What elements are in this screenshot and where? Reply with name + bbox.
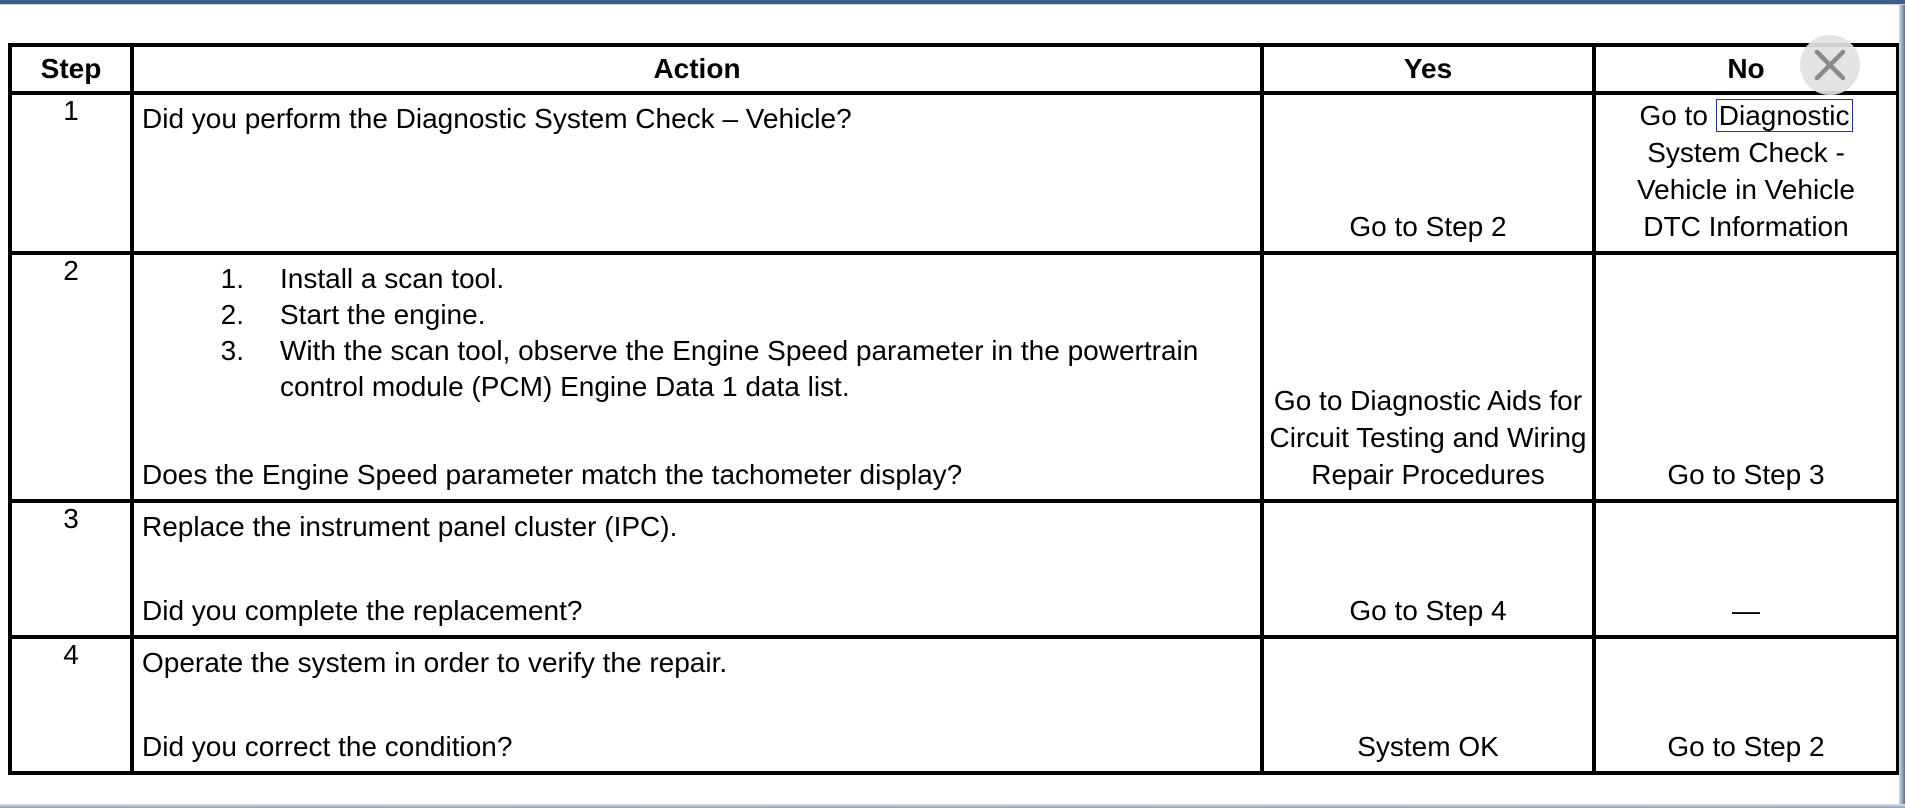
- no-result: Go to Step 2: [1667, 731, 1825, 762]
- no-result-prefix: Go to: [1639, 100, 1716, 131]
- yes-result: Go to Step 2: [1349, 211, 1507, 242]
- diagnostic-system-check-link[interactable]: Diagnostic: [1716, 99, 1853, 132]
- no-result: Go to Step 3: [1667, 459, 1825, 490]
- header-step: Step: [10, 45, 132, 93]
- yes-cell: [1262, 637, 1594, 773]
- action-steps: [142, 261, 1254, 405]
- action-question: Does the Engine Speed parameter match the tachometer display?: [142, 459, 963, 490]
- step-number: 3: [10, 501, 132, 637]
- yes-result: Go to Step 4: [1349, 595, 1507, 626]
- action-question: Did you correct the condition?: [142, 731, 513, 762]
- action-step-list: [142, 261, 1254, 405]
- action-text: Did you perform the Diagnostic System Check – Vehicle?: [142, 103, 852, 134]
- action-cell: [132, 501, 1262, 637]
- list-item-number: 1.: [220, 263, 244, 294]
- no-cell: [1594, 93, 1898, 253]
- step-number: 4: [10, 637, 132, 773]
- no-result: [1596, 97, 1896, 245]
- table-row: [10, 637, 1898, 773]
- action-cell: [132, 93, 1262, 253]
- list-item-number: 3.: [220, 335, 244, 366]
- table-header-row: [10, 45, 1898, 93]
- header-yes: Yes: [1262, 45, 1594, 93]
- list-item: [142, 333, 1254, 405]
- yes-result: Go to Diagnostic Aids for Circuit Testing and Wiring Repair Procedures: [1269, 385, 1587, 490]
- list-item-text: With the scan tool, observe the Engine Speed parameter in the powertrain control module (PCM) Engine Data 1 data list.: [280, 335, 1199, 402]
- no-result: —: [1732, 595, 1760, 626]
- close-icon: [1812, 47, 1848, 83]
- window-edge: [1899, 5, 1905, 808]
- close-button[interactable]: [1800, 35, 1860, 95]
- table-row: [10, 501, 1898, 637]
- action-text: Replace the instrument panel cluster (IPC).: [142, 511, 678, 542]
- list-item-text: Start the engine.: [280, 299, 486, 330]
- action-cell: [132, 637, 1262, 773]
- table-row: [10, 93, 1898, 253]
- no-result-line: Vehicle in Vehicle: [1637, 174, 1855, 205]
- yes-cell: [1262, 253, 1594, 501]
- action-text: Operate the system in order to verify the repair.: [142, 647, 728, 678]
- document-viewer: [0, 4, 1905, 808]
- yes-result: System OK: [1357, 731, 1499, 762]
- action-cell: [132, 253, 1262, 501]
- no-cell: [1594, 637, 1898, 773]
- yes-cell: [1262, 93, 1594, 253]
- action-question: Did you complete the replacement?: [142, 595, 583, 626]
- diagnostic-table: [8, 43, 1900, 775]
- list-item-number: 2.: [220, 299, 244, 330]
- no-result-line: DTC Information: [1643, 211, 1849, 242]
- step-number: 1: [10, 93, 132, 253]
- no-cell: [1594, 501, 1898, 637]
- list-item: [142, 297, 1254, 333]
- table-row: [10, 253, 1898, 501]
- yes-cell: [1262, 501, 1594, 637]
- window-edge: [0, 804, 1905, 808]
- list-item: [142, 261, 1254, 297]
- no-result-line: System Check -: [1647, 137, 1845, 168]
- step-number: 2: [10, 253, 132, 501]
- header-action: Action: [132, 45, 1262, 93]
- header-no: No: [1594, 45, 1898, 93]
- list-item-text: Install a scan tool.: [280, 263, 505, 294]
- no-cell: [1594, 253, 1898, 501]
